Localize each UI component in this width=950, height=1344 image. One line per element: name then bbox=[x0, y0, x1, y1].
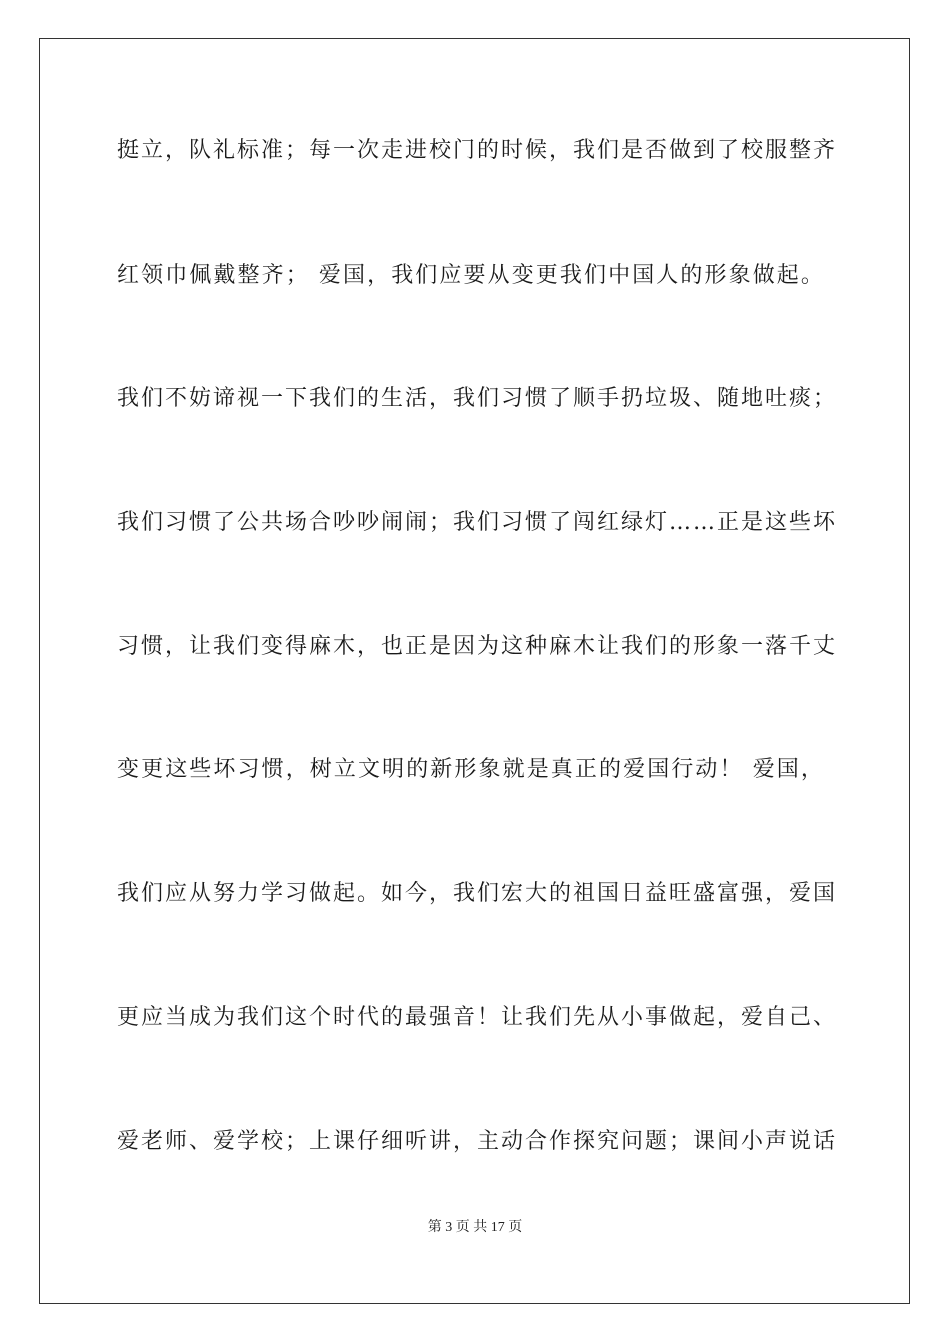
text-line: 我们习惯了公共场合吵吵闹闹；我们习惯了闯红绿灯……正是这些坏 bbox=[117, 510, 838, 535]
text-line: 挺立，队礼标准；每一次走进校门的时候，我们是否做到了校服整齐 bbox=[117, 138, 838, 163]
text-line: 更应当成为我们这个时代的最强音！让我们先从小事做起，爱自己、 bbox=[117, 1005, 838, 1030]
text-line: 爱老师、爱学校；上课仔细听讲，主动合作探究问题；课间小声说话 bbox=[117, 1129, 838, 1154]
text-line: 我们不妨谛视一下我们的生活，我们习惯了顺手扔垃圾、随地吐痰； bbox=[117, 386, 838, 411]
text-line: 我们应从努力学习做起。如今，我们宏大的祖国日益旺盛富强，爱国 bbox=[117, 881, 838, 906]
page-number-footer: 第 3 页 共 17 页 bbox=[427, 1220, 523, 1235]
text-line: 变更这些坏习惯，树立文明的新形象就是真正的爱国行动！ 爱国， bbox=[117, 757, 825, 782]
text-line: 习惯，让我们变得麻木，也正是因为这种麻木让我们的形象一落千丈 bbox=[117, 634, 838, 659]
text-line: 红领巾佩戴整齐； 爱国，我们应要从变更我们中国人的形象做起。 bbox=[117, 263, 825, 288]
page-border bbox=[39, 38, 910, 1304]
